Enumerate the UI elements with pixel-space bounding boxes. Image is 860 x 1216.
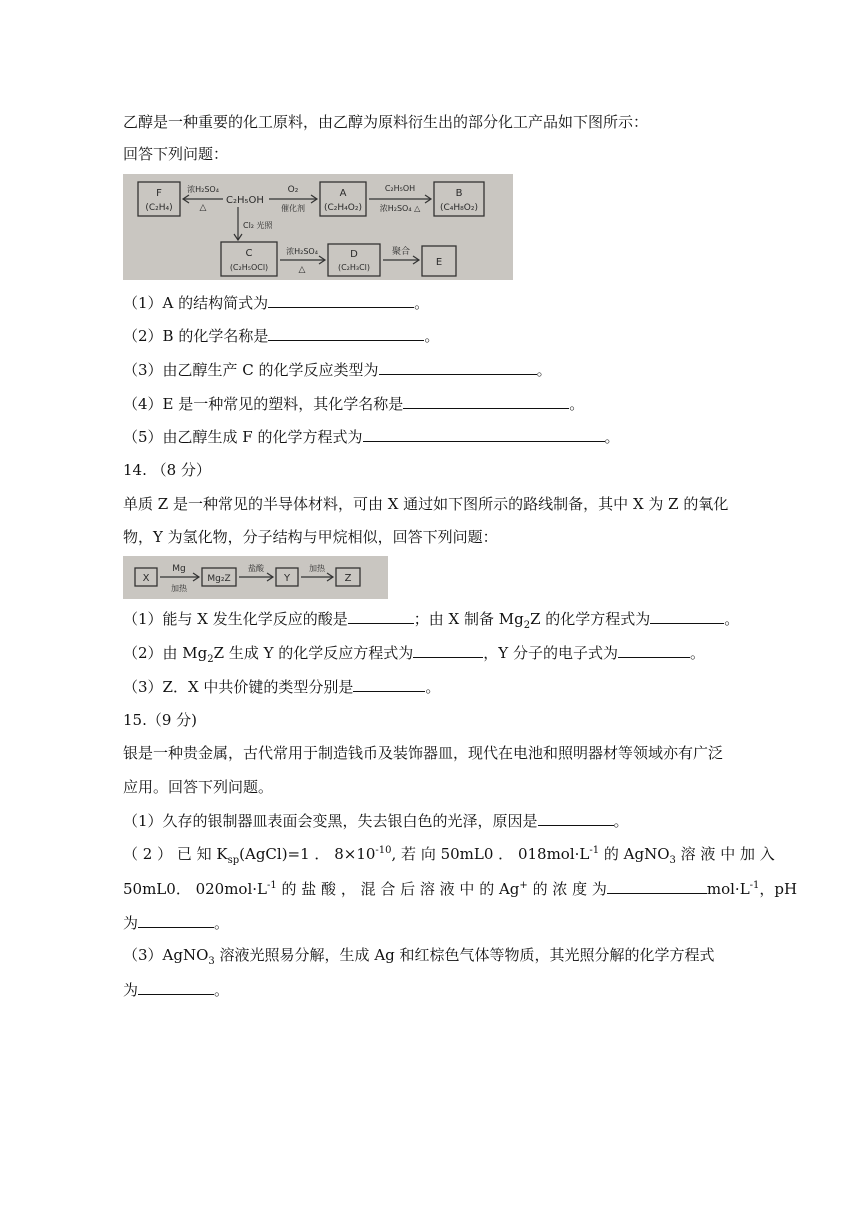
q14-intro-line2: 物，Y 为氢化物，分子结构与甲烷相似，回答下列问题： [123,528,498,546]
scheme-heat: 加热 [309,564,325,573]
q13-item-1: （1）A 的结构简式为 。 [123,294,430,312]
q15-intro-line2: 应用。回答下列问题。 [123,778,274,796]
q15-item-3-line2: 为 。 [123,981,230,999]
answer-blank[interactable] [607,878,707,894]
answer-blank[interactable] [538,810,614,826]
q15-item-2-line3: 为 。 [123,914,230,932]
q14-item-2: （2）由 $Mg_2Z$ 生成 Y 的化学反应方程式为 ，Y 分子的电子式为 。 [123,644,705,665]
scheme-d-label: D [350,249,358,260]
scheme-to-a-top: O₂ [287,185,299,195]
scheme-to-f-bottom: △ [199,203,207,213]
answer-blank[interactable] [348,608,414,624]
answer-blank[interactable] [363,426,605,442]
scheme-ethanol: C₂H₅OH [226,195,264,206]
scheme-c-label: C [245,248,253,259]
q14-item-1: （1）能与 X 发生化学反应的酸是 ；由 X 制备 $Mg_2Z$ 的化学方程式为 。 [123,610,740,631]
answer-blank[interactable] [138,979,214,995]
scheme-to-e: 聚合 [391,247,411,257]
scheme-y: Y [283,573,291,584]
scheme-a-formula: (C₂H₄O₂) [324,203,362,213]
answer-blank[interactable] [379,359,537,375]
scheme-f-formula: (C₂H₄) [145,203,173,213]
answer-blank[interactable] [413,642,483,658]
scheme-e-label: E [435,257,443,268]
q15-item-2-line2: 50mL0． $020mol\cdot L^{-1}$ 的 盐 酸 ， 混 合 后 溶 液 中 的 Ag+ 的 浓 度 为 $mol\cdot L^{-1}$，pH [123,880,798,898]
scheme-to-b-top: C₂H₅OH [384,184,416,193]
q13-prompt: 回答下列问题： [123,145,229,163]
scheme-acid: 盐酸 [248,564,264,573]
scheme-c-formula: (C₂H₅OCl) [229,263,269,272]
answer-blank[interactable] [268,292,414,308]
q13-item-5: （5）由乙醇生成 F 的化学方程式为 。 [123,428,620,446]
scheme-to-f-top: 浓H₂SO₄ [187,185,219,194]
scheme-mg-top: Mg [172,564,186,574]
q13-intro: 乙醇是一种重要的化工原料，由乙醇为原料衍生出的部分化工产品如下图所示： [123,113,649,131]
answer-blank[interactable] [650,608,724,624]
q13-item-3: （3）由乙醇生产 C 的化学反应类型为 。 [123,361,552,379]
ethanol-derivation-scheme [123,174,513,280]
scheme-b-label: B [455,188,463,199]
q14-heading: 14. （8 分） [123,461,211,479]
scheme-b-formula: (C₄H₈O₂) [440,203,478,213]
q15-item-1: （1）久存的银制器皿表面会变黑，失去银白色的光泽，原因是 。 [123,812,629,830]
scheme-mg-bottom: 加热 [171,584,187,593]
answer-blank[interactable] [268,325,424,341]
scheme-to-d-bottom: △ [298,265,306,275]
scheme-to-c: Cl₂ 光照 [243,221,273,230]
q13-item-2: （2）B 的化学名称是 。 [123,327,440,345]
answer-blank[interactable] [403,393,569,409]
q15-item-3-line1: （3）AgNO$_3$ 溶液光照易分解，生成 Ag 和红棕色气体等物质，其光照分解的化学方程式 [123,946,715,967]
q15-item-2-line1: （ 2 ） 已 知 $K_{sp}(AgCl)=1$ ． $8\times 10^{-10}$, 若 向 50mL0 ． $018mol\cdot L^{-1}$ 的 AgNO$_3$ 溶 液 中 加 入 [123,845,775,866]
scheme-a-label: A [339,188,347,199]
scheme-f-label: F [156,188,162,199]
answer-blank[interactable] [618,642,690,658]
scheme-to-b-bottom: 浓H₂SO₄ △ [379,204,421,213]
scheme-mg2z: Mg₂Z [207,574,231,584]
scheme-to-a-bottom: 催化剂 [281,204,305,213]
q15-heading: 15.（9 分) [123,711,198,729]
scheme-z: Z [344,573,352,584]
q14-item-3: （3）Z．X 中共价键的类型分别是 。 [123,678,441,696]
answer-blank[interactable] [353,676,425,692]
q13-item-4: （4）E 是一种常见的塑料，其化学名称是 。 [123,395,585,413]
scheme-to-d-top: 浓H₂SO₄ [286,247,318,256]
scheme-x: X [142,573,150,584]
q14-intro-line1: 单质 Z 是一种常见的半导体材料，可由 X 通过如下图所示的路线制备，其中 X 为 Z 的氧化 [123,495,729,513]
silicon-preparation-scheme [123,556,388,599]
q15-intro-line1: 银是一种贵金属，古代常用于制造钱币及装饰器皿，现代在电池和照明器材等领域亦有广泛 [123,744,724,762]
scheme-d-formula: (C₂H₃Cl) [337,263,371,272]
answer-blank[interactable] [138,912,214,928]
